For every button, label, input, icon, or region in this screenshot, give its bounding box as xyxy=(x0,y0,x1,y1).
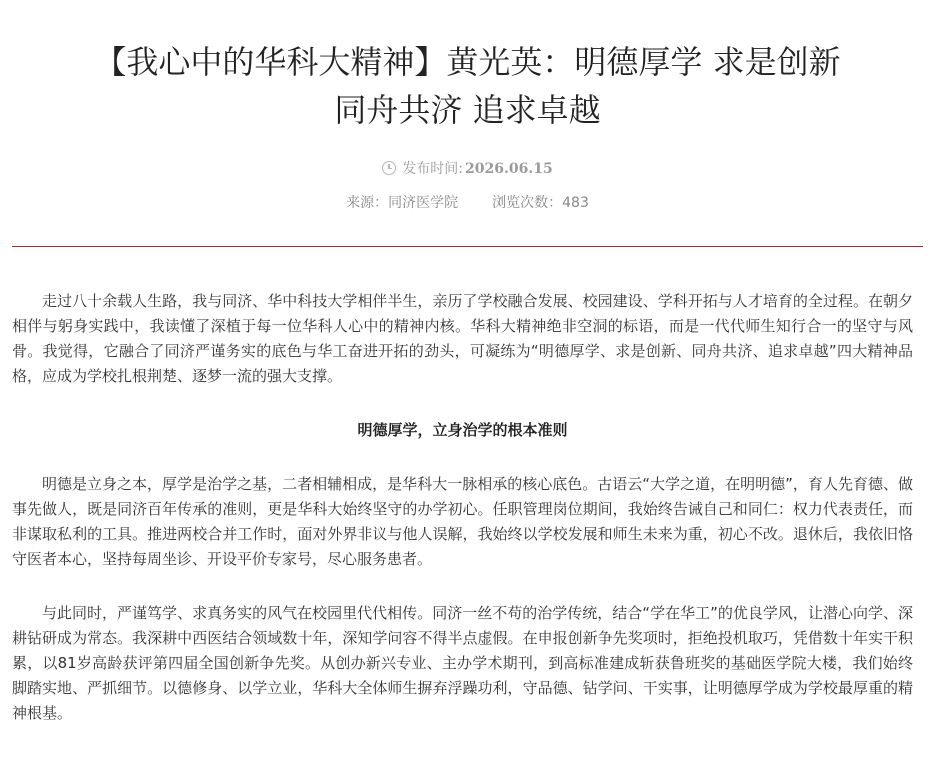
article-title-line-2: 同舟共济 追求卓越 xyxy=(334,91,601,129)
clock-icon xyxy=(382,161,396,175)
source-text: 来源：同济医学院 xyxy=(346,195,459,211)
body-paragraph-2: 明德是立身之本，厚学是治学之基，二者相辅相成，是华科大一脉相承的核心底色。古语云“大学之道，在明明德”，育人先育德、做事先做人，既是同济百年传承的准则，更是华科大始终坚守的办学初心。任职管理岗位期间，我始终告诫自己和同仁：权力代表责任，而非谋取私利的工具。推进两校合并工作时，面对外界非议与他人误解，我始终以学校发展和师生未来为重，初心不改。退休后，我依旧恪守医者本心，坚持每周坐诊、开设平价专家号，尽心服务患者。 xyxy=(12,475,913,568)
view-count: 浏览次数：483 xyxy=(492,195,589,211)
body-paragraph-1: 走过八十余载人生路，我与同济、华中科技大学相伴半生，亲历了学校融合发展、校园建设、学科开拓与人才培育的全过程。在朝夕相伴与躬身实践中，我读懂了深植于每一位华科人心中的精神内核。华科大精神绝非空洞的标语，而是一代代师生知行合一的坚守与风骨。我觉得，它融合了同济严谨务实的底色与华工奋进开拓的劲头，可凝练为“明德厚学、求是创新、同舟共济、追求卓越”四大精神品格，应成为学校扎根荆楚、逐梦一流的强大支撑。 xyxy=(12,292,913,385)
article-body xyxy=(12,289,913,726)
publish-time xyxy=(0,157,935,181)
section-heading: 明德厚学，立身治学的根本准则 xyxy=(357,421,568,439)
body-paragraph-3: 与此同时，严谨笃学、求真务实的风气在校园里代代相传。同济一丝不苟的治学传统，结合“学在华工”的优良学风，让潜心向学、深耕钻研成为常态。我深耕中西医结合领域数十年，深知学问容不得半点虚假。在申报创新争先奖项时，拒绝投机取巧，凭借数十年实干积累，以81岁高龄获评第四届全国创新争先奖。从创办新兴专业、主办学术期刊，到高标准建成斩获鲁班奖的基础医学院大楼，我们始终脚踏实地、严抓细节。以德修身、以学立业，华科大全体师生摒弃浮躁功利，守品德、钻学问、干实事，让明德厚学成为学校最厚重的精神根基。 xyxy=(12,604,913,722)
article-meta xyxy=(0,191,935,215)
article-title-line-1: 【我心中的华科大精神】黄光英：明德厚学 求是创新 xyxy=(94,43,841,81)
title-divider xyxy=(12,246,923,247)
publish-date: 2026.06.15 xyxy=(465,161,553,177)
publish-label: 发布时间: xyxy=(402,161,464,177)
